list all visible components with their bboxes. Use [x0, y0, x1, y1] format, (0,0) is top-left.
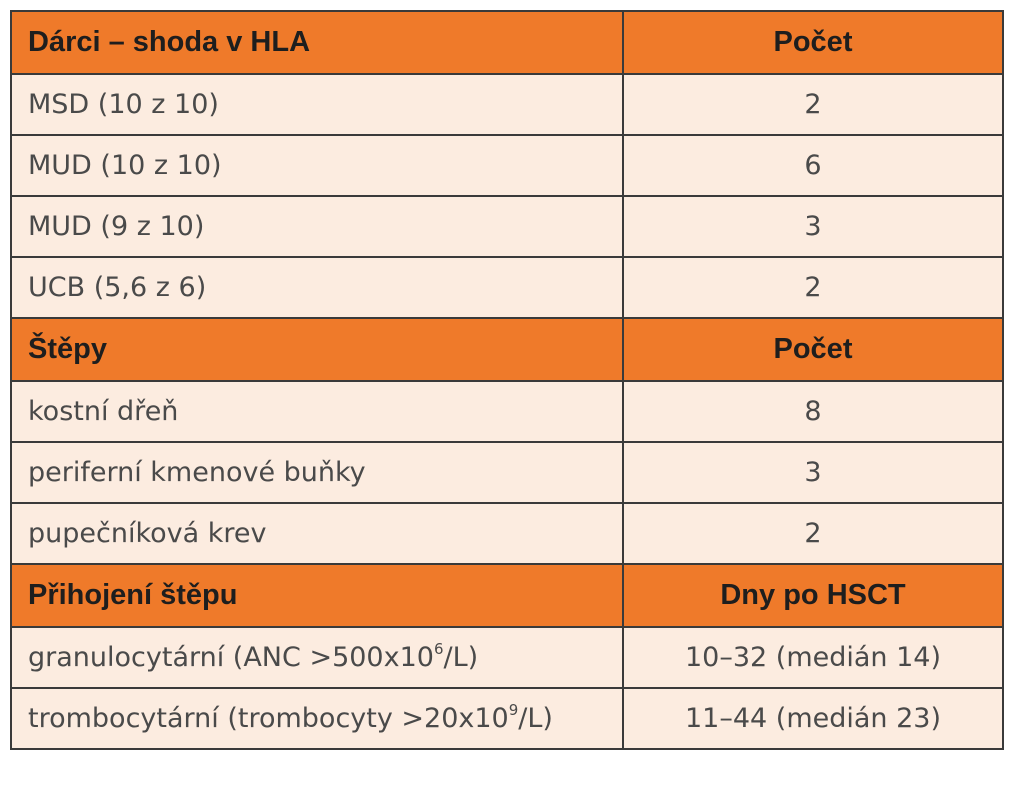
header-label: Štěpy	[11, 318, 623, 381]
header-value: Počet	[623, 318, 1003, 381]
row-label: MSD (10 z 10)	[11, 74, 623, 135]
row-value: 2	[623, 503, 1003, 564]
table-row	[11, 135, 1003, 196]
row-label-unit: /L)	[443, 642, 479, 673]
row-label: MUD (10 z 10)	[11, 135, 623, 196]
row-value: 11–44 (medián 23)	[623, 688, 1003, 749]
table-row	[11, 688, 1003, 749]
row-value: 6	[623, 135, 1003, 196]
header-label: Přihojení štěpu	[11, 564, 623, 627]
row-label: MUD (9 z 10)	[11, 196, 623, 257]
table-row	[11, 257, 1003, 318]
row-label-text: granulocytární (ANC >500x10	[28, 642, 434, 673]
row-label: UCB (5,6 z 6)	[11, 257, 623, 318]
section-header-donors	[11, 11, 1003, 74]
row-label-text: trombocytární (trombocyty >20x10	[28, 703, 509, 734]
table-row	[11, 627, 1003, 688]
row-value: 2	[623, 74, 1003, 135]
row-value: 3	[623, 196, 1003, 257]
table-row	[11, 74, 1003, 135]
row-label-unit: /L)	[518, 703, 553, 734]
row-value: 2	[623, 257, 1003, 318]
row-label-exponent: 9	[508, 701, 519, 719]
table-row	[11, 442, 1003, 503]
row-label: periferní kmenové buňky	[11, 442, 623, 503]
table-row	[11, 381, 1003, 442]
table-row	[11, 503, 1003, 564]
hsct-donor-graft-table	[10, 10, 1004, 750]
table-row	[11, 196, 1003, 257]
header-value: Počet	[623, 11, 1003, 74]
section-header-grafts	[11, 318, 1003, 381]
row-value: 8	[623, 381, 1003, 442]
row-label: pupečníková krev	[11, 503, 623, 564]
row-label	[11, 688, 623, 749]
row-label	[11, 627, 623, 688]
header-value: Dny po HSCT	[623, 564, 1003, 627]
row-label-exponent: 6	[433, 640, 444, 658]
header-label: Dárci – shoda v HLA	[11, 11, 623, 74]
row-value: 10–32 (medián 14)	[623, 627, 1003, 688]
section-header-engraftment	[11, 564, 1003, 627]
row-value: 3	[623, 442, 1003, 503]
row-label: kostní dřeň	[11, 381, 623, 442]
